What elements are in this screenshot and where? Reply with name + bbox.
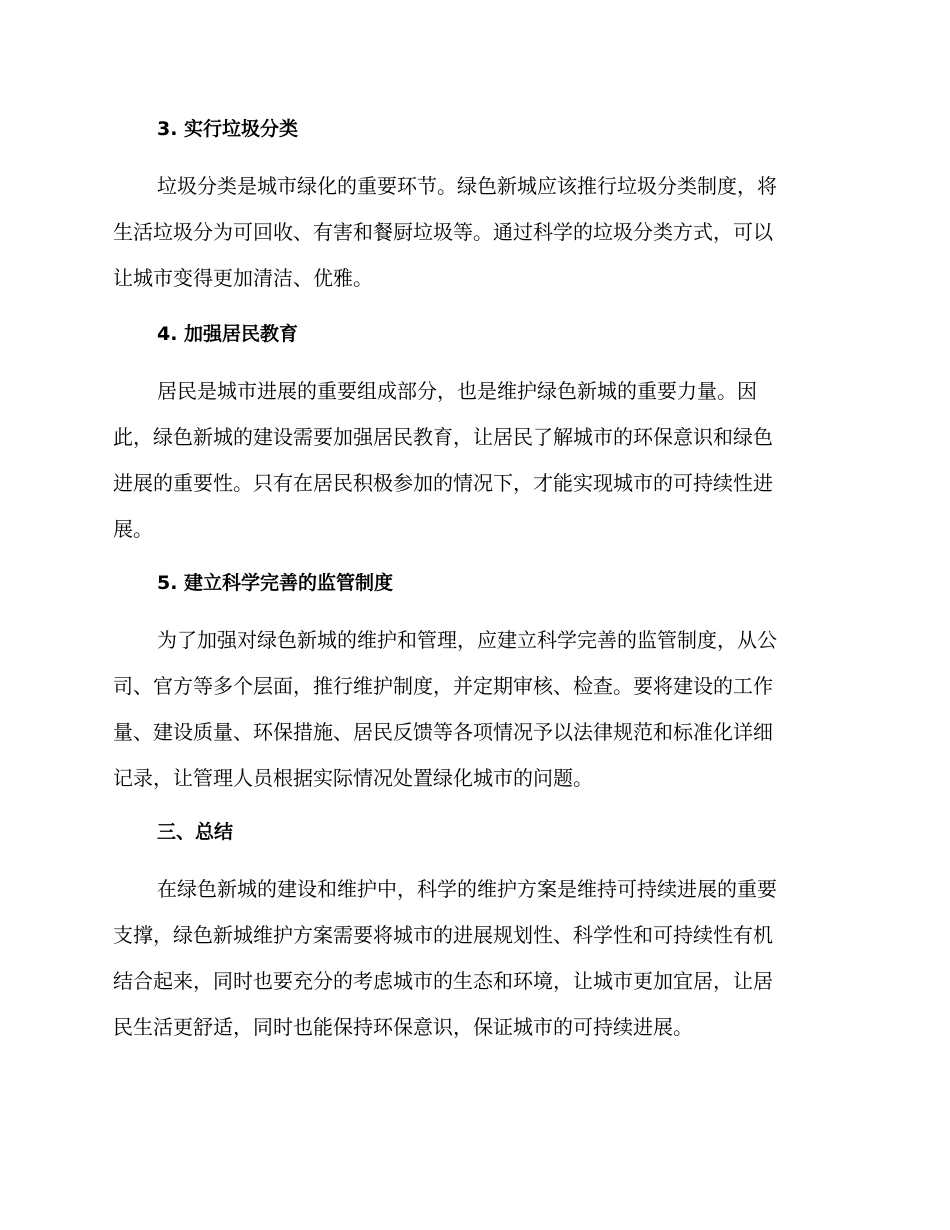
paragraph-line: 让城市变得更加清洁、优雅。: [113, 266, 373, 290]
paragraph-line: 支撑，绿色新城维护方案需要将城市的进展规划性、科学性和可持续性有机: [113, 923, 773, 947]
paragraph-line: 垃圾分类是城市绿化的重要环节。绿色新城应该推行垃圾分类制度，将: [157, 174, 777, 198]
paragraph-line: 结合起来，同时也要充分的考虑城市的生态和环境，让城市更加宜居，让居: [113, 969, 773, 993]
section-heading-resident-education: 4. 加强居民教育: [157, 323, 299, 345]
paragraph-line: 生活垃圾分为可回收、有害和餐厨垃圾等。通过科学的垃圾分类方式，可以: [113, 220, 773, 244]
section-heading-summary: 三、总结: [157, 821, 234, 843]
paragraph-line: 记录，让管理人员根据实际情况处置绿化城市的问题。: [113, 766, 593, 790]
paragraph-summary: [113, 875, 833, 1059]
paragraph-line: 量、建设质量、环保措施、居民反馈等各项情况予以法律规范和标准化详细: [113, 720, 773, 744]
paragraph-line: 此，绿色新城的建设需要加强居民教育，让居民了解城市的环保意识和绿色: [113, 425, 773, 449]
paragraph-garbage-sorting: [113, 172, 833, 310]
paragraph-supervision-system: [113, 626, 833, 810]
paragraph-line: 进展的重要性。只有在居民积极参加的情况下，才能实现城市的可持续性进: [113, 471, 773, 495]
paragraph-line: 展。: [113, 517, 153, 541]
section-heading-supervision-system: 5. 建立科学完善的监管制度: [157, 572, 394, 594]
section-heading-garbage-sorting: 3. 实行垃圾分类: [157, 118, 299, 140]
paragraph-line: 居民是城市进展的重要组成部分，也是维护绿色新城的重要力量。因: [157, 379, 757, 403]
paragraph-resident-education: [113, 377, 833, 561]
paragraph-line: 司、官方等多个层面，推行维护制度，并定期审核、检查。要将建设的工作: [113, 674, 773, 698]
paragraph-line: 在绿色新城的建设和维护中，科学的维护方案是维持可持续进展的重要: [157, 877, 777, 901]
paragraph-line: 民生活更舒适，同时也能保持环保意识，保证城市的可持续进展。: [113, 1015, 693, 1039]
paragraph-line: 为了加强对绿色新城的维护和管理，应建立科学完善的监管制度，从公: [157, 628, 777, 652]
